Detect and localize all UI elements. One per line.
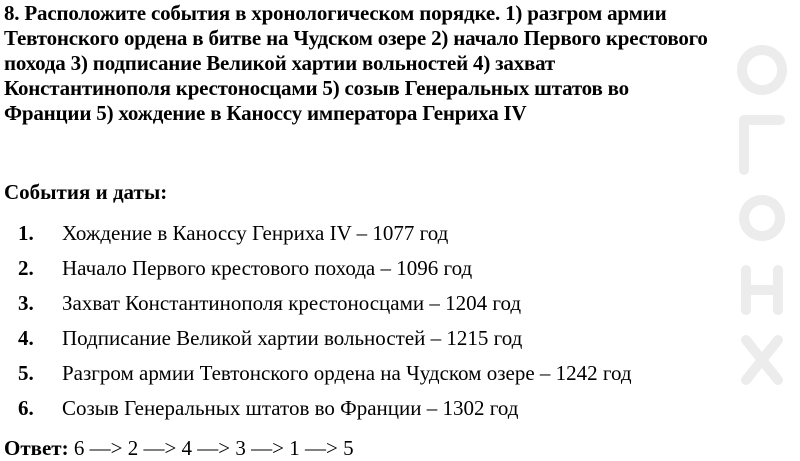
event-number: 4.: [18, 326, 34, 350]
question-line: похода 3) подписание Великой хартии вольностей 4) захват: [4, 51, 556, 75]
list-item: [0, 219, 800, 254]
event-text: Созыв Генеральных штатов во Франции – 1302 год: [62, 396, 519, 420]
list-item: [0, 254, 800, 289]
answer: [4, 436, 354, 461]
event-number: 2.: [18, 256, 34, 280]
question-text: [4, 1, 800, 126]
question-line: Константинополя крестоносцами 5) созыв Генеральных штатов во: [4, 76, 629, 100]
list-item: [0, 359, 800, 394]
event-number: 6.: [18, 396, 34, 420]
question-line: Тевтонского ордена в битве на Чудском озере 2) начало Первого крестового: [4, 26, 708, 50]
events-list: [0, 219, 800, 429]
event-number: 1.: [18, 221, 34, 245]
question-line: 8. Расположите события в хронологическом порядке. 1) разгром армии: [4, 1, 667, 25]
answer-value: 6 —> 2 —> 4 —> 3 —> 1 —> 5: [68, 436, 354, 460]
event-number: 3.: [18, 291, 34, 315]
event-text: Подписание Великой хартии вольностей – 1215 год: [62, 326, 523, 350]
list-item: [0, 289, 800, 324]
question-line: Франции 5) хождение в Каноссу императора Генриха IV: [4, 101, 527, 125]
event-text: Хождение в Каноссу Генриха IV – 1077 год: [62, 221, 449, 245]
event-text: Начало Первого крестового похода – 1096 год: [62, 256, 473, 280]
answer-label: Ответ:: [4, 436, 69, 460]
event-text: Захват Константинополя крестоносцами – 1204 год: [62, 291, 522, 315]
event-text: Разгром армии Тевтонского ордена на Чудском озере – 1242 год: [62, 361, 632, 385]
list-item: [0, 394, 800, 429]
event-number: 5.: [18, 361, 34, 385]
events-heading: События и даты:: [4, 180, 168, 204]
list-item: [0, 324, 800, 359]
